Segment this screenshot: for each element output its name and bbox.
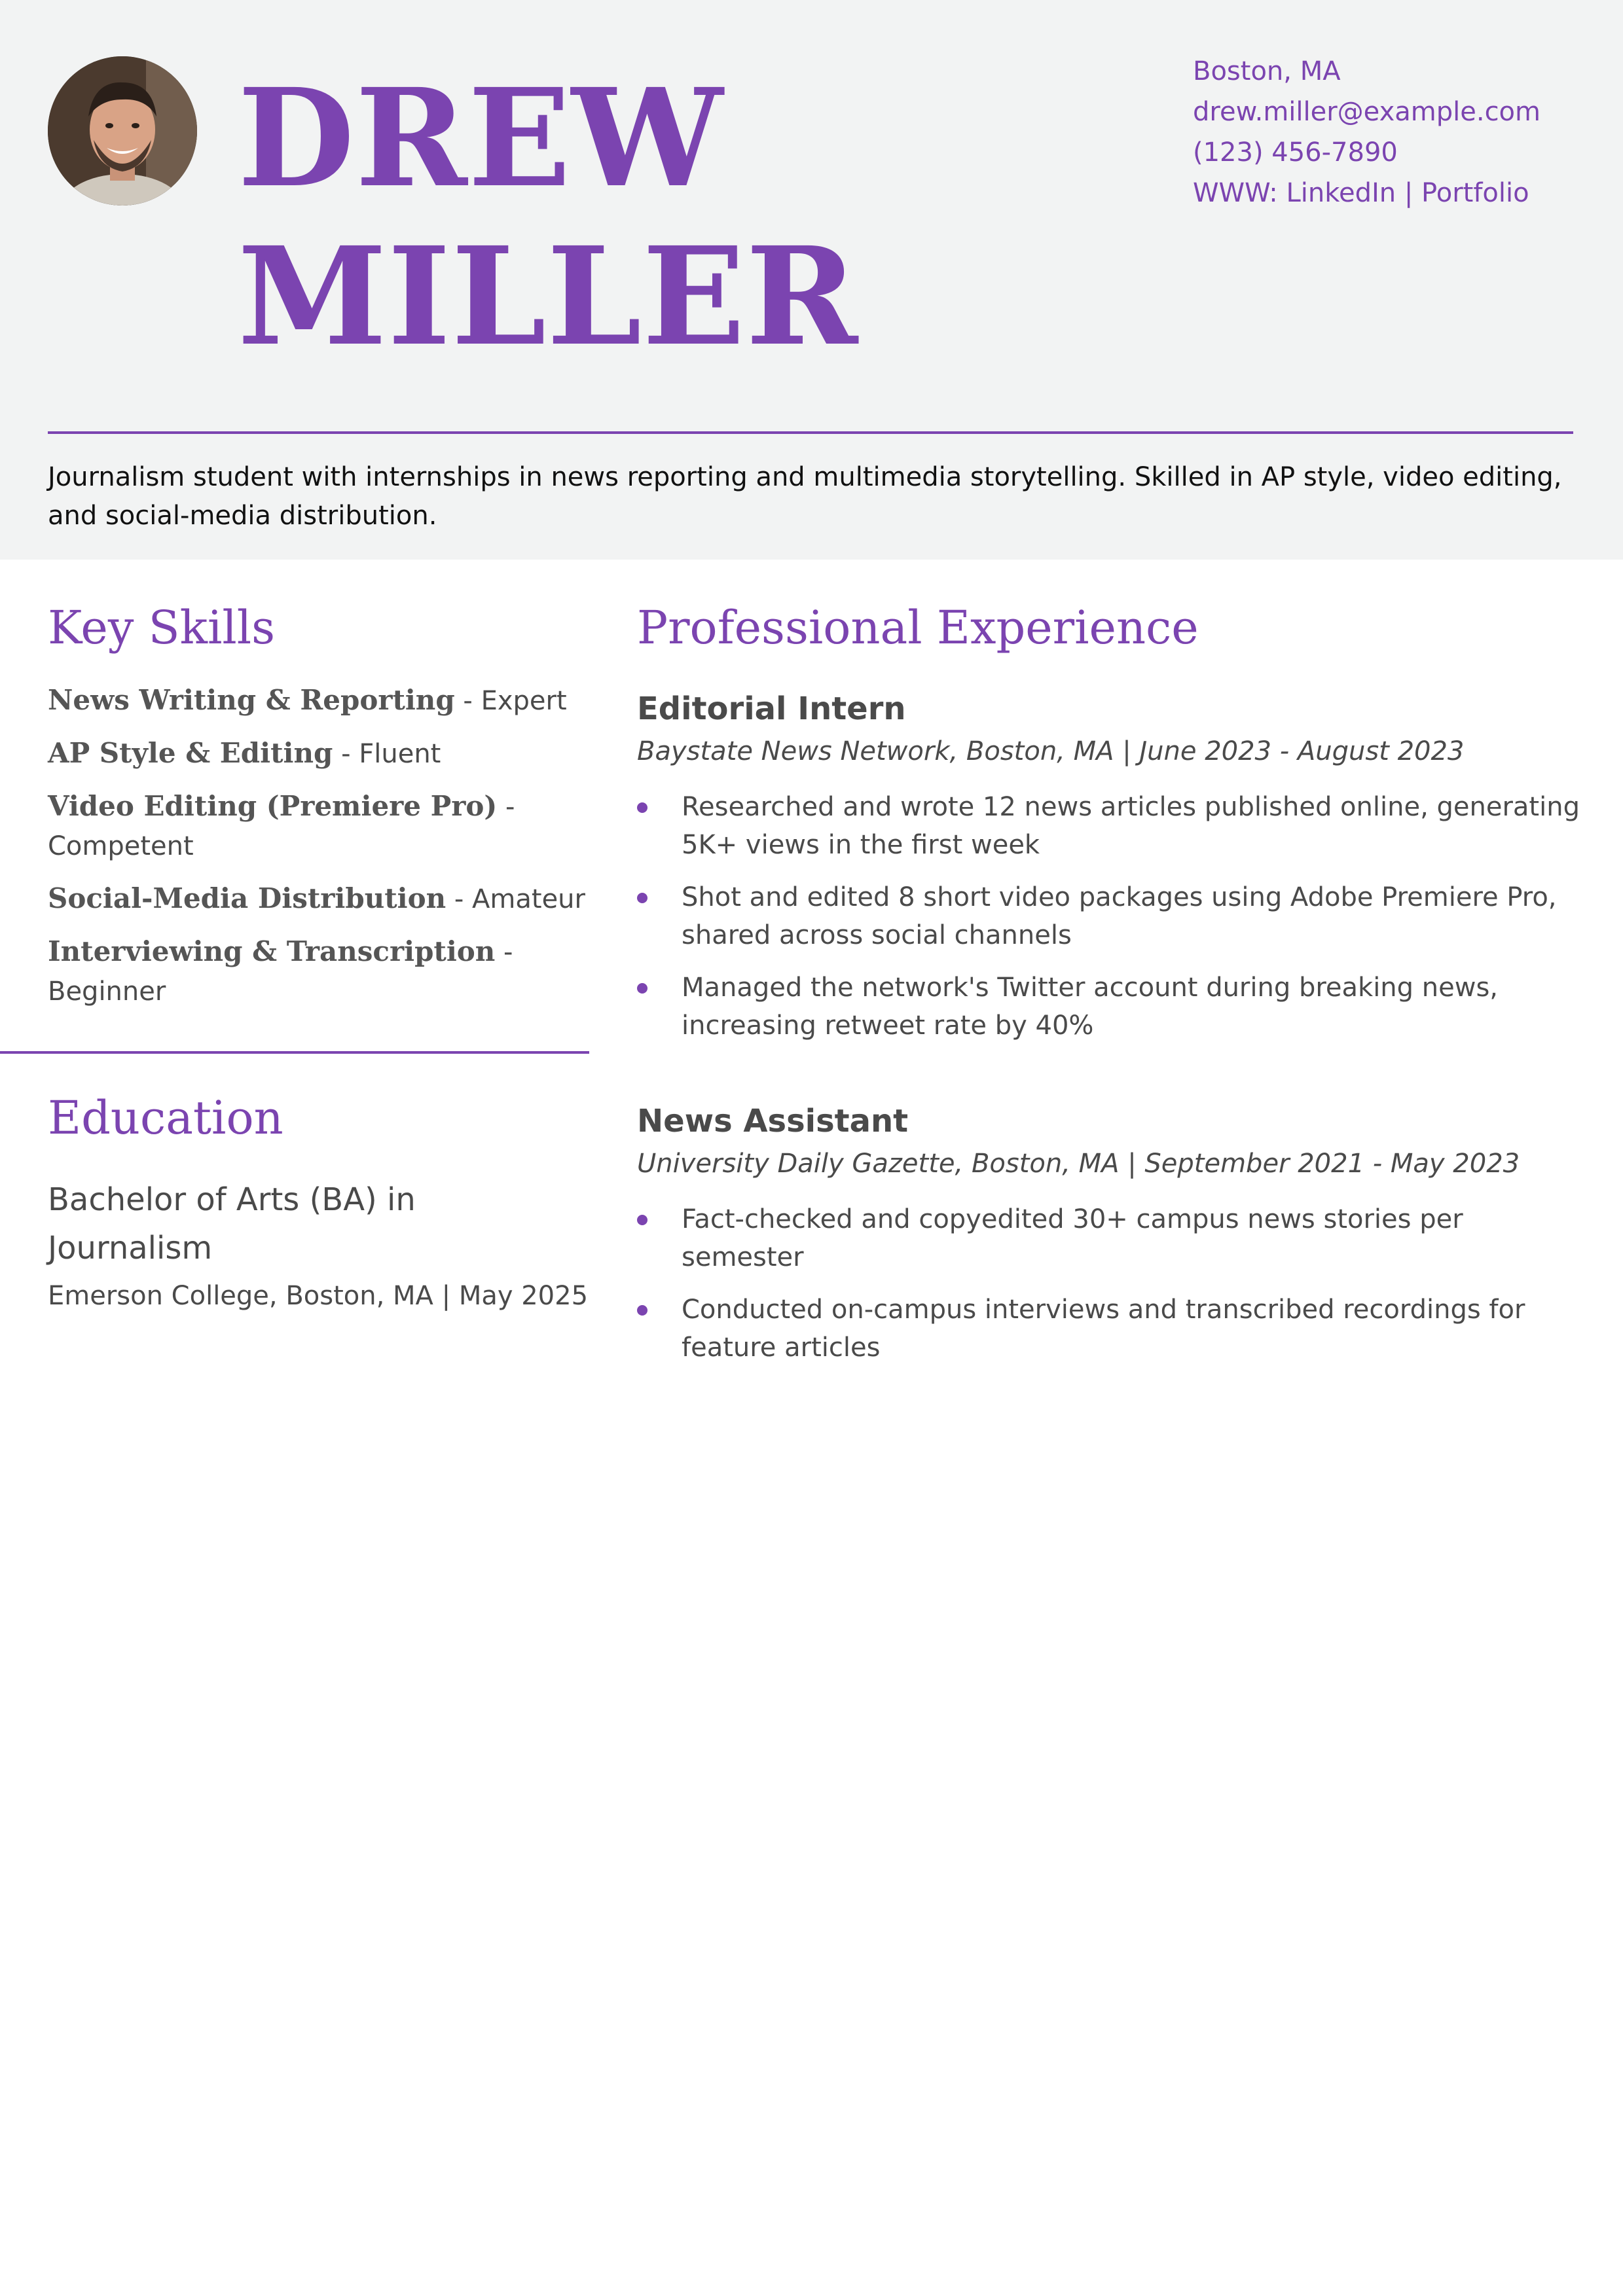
skill-item (48, 787, 591, 866)
profile-photo (48, 56, 197, 206)
web-prefix: WWW: (1193, 178, 1286, 208)
profile-photo-image (48, 56, 197, 206)
job-meta: University Daily Gazette, Boston, MA | September 2021 - May 2023 (637, 1149, 1520, 1179)
education-heading: Education (48, 1091, 283, 1145)
job-entry (637, 686, 1586, 1059)
contact-location: Boston, MA (1193, 56, 1341, 86)
first-name: DREW (238, 59, 724, 217)
header-band (0, 0, 1623, 560)
skill-item (48, 681, 591, 721)
header-divider (48, 431, 1573, 434)
bullet-item (637, 969, 1586, 1045)
skill-name: Interviewing & Transcription (48, 935, 496, 967)
portfolio-link[interactable]: Portfolio (1421, 178, 1529, 208)
bullet-item (637, 878, 1586, 954)
contact-phone[interactable]: (123) 456-7890 (1193, 137, 1398, 168)
experience-heading: Professional Experience (637, 601, 1199, 655)
contact-web (1193, 173, 1599, 213)
job-entry (637, 1098, 1586, 1381)
skill-name: Social-Media Distribution (48, 882, 447, 914)
skill-level: Fluent (359, 739, 441, 769)
bullet-dot-icon (637, 802, 647, 813)
bullet-text: Researched and wrote 12 news articles published online, generating 5K+ views in the first week (682, 792, 1580, 860)
bullet-text: Conducted on-campus interviews and transcribed recordings for feature articles (682, 1295, 1525, 1363)
column-divider (0, 1051, 589, 1054)
bullet-dot-icon (637, 893, 647, 903)
bullet-dot-icon (637, 1215, 647, 1225)
link-separator: | (1396, 178, 1422, 208)
job-bullets (637, 1200, 1586, 1367)
job-bullets (637, 788, 1586, 1045)
skill-sep: - (333, 739, 359, 769)
skill-name: News Writing & Reporting (48, 684, 455, 716)
bullet-text: Shot and edited 8 short video packages using Adobe Premiere Pro, shared across social channels (682, 882, 1557, 950)
contact-email[interactable]: drew.miller@example.com (1193, 97, 1541, 127)
skill-sep: - (497, 792, 515, 822)
contact-block (1193, 51, 1599, 213)
skills-heading: Key Skills (48, 601, 276, 655)
skill-level: Amateur (472, 884, 585, 914)
job-title: News Assistant (637, 1103, 909, 1139)
job-title: Editorial Intern (637, 691, 906, 727)
candidate-name (238, 59, 858, 376)
skill-item (48, 879, 591, 919)
bullet-text: Managed the network's Twitter account during breaking news, increasing retweet rate by 40% (682, 973, 1498, 1041)
bullet-item (637, 788, 1586, 864)
bullet-dot-icon (637, 1305, 647, 1316)
skill-sep: - (495, 937, 513, 967)
bullet-dot-icon (637, 983, 647, 994)
skills-list (48, 681, 591, 1024)
job-meta: Baystate News Network, Boston, MA | June 2023 - August 2023 (637, 736, 1465, 766)
bullet-item (637, 1291, 1586, 1367)
skill-level: Expert (481, 686, 567, 716)
skill-level: Competent (48, 831, 194, 861)
skill-level: Beginner (48, 977, 166, 1007)
bullet-text: Fact-checked and copyedited 30+ campus news stories per semester (682, 1204, 1463, 1272)
linkedin-link[interactable]: LinkedIn (1286, 178, 1396, 208)
skill-sep: - (446, 884, 473, 914)
last-name: MILLER (238, 217, 859, 376)
summary: Journalism student with internships in news reporting and multimedia storytelling. Skilled in AP style, video editing, and social-media distribution. (48, 462, 1562, 531)
bullet-item (637, 1200, 1586, 1276)
education-school: Emerson College, Boston, MA | May 2025 (48, 1281, 589, 1311)
skill-sep: - (454, 686, 481, 716)
skill-item (48, 734, 591, 774)
education-degree: Bachelor of Arts (BA) in Journalism (48, 1181, 416, 1266)
skill-name: Video Editing (Premiere Pro) (48, 790, 498, 822)
skill-item (48, 932, 591, 1011)
skill-name: AP Style & Editing (48, 737, 333, 769)
